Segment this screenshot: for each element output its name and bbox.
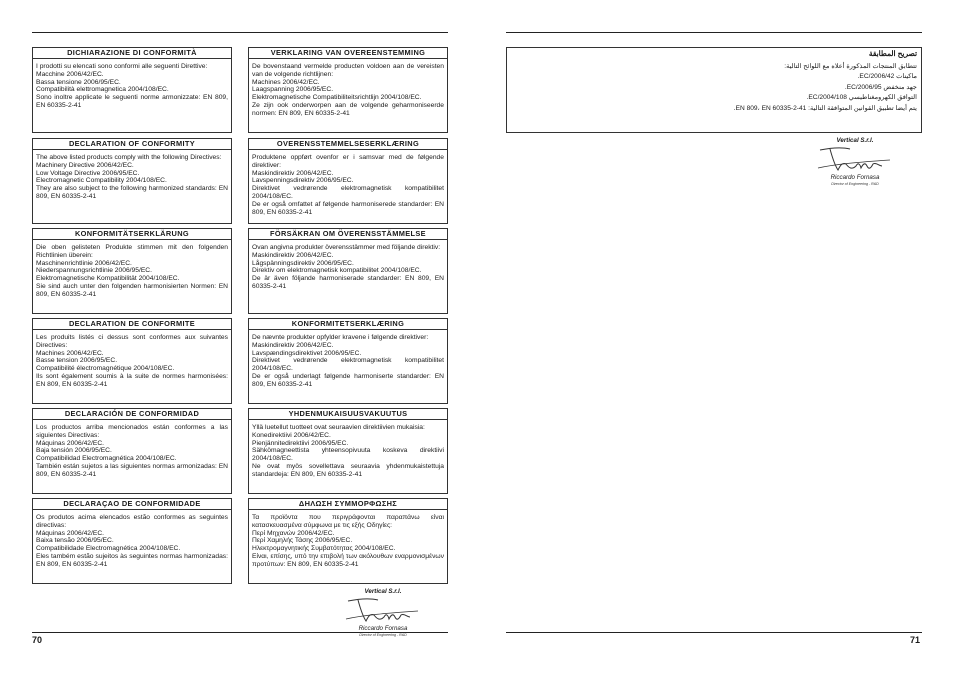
box-body: Ovan angivna produkter överensstämmer med följande direktiv: Maskindirektiv 2006/42/EC. Lågspänningsdirektiv 2006/95/EC. Direktiv om elektromagnetisk kompatibilitet 2004/108/EC. De är även följande harmoniserade standarder: EN 809, EN 60335-2-41 [252,244,444,290]
box-body: Τα προϊόντα που περιγράφονται παραπάνω είναι κατασκευασμένα σύμφωνα με τις εξής Οδηγίες: Περί Μηχανών 2006/42/EC. Περί Χαμηλής Τάσης 2006/95/EC. Ηλεκτρομαγνητικής Συμβατότητας 2004/108/EC. Είναι, επίσης, υπό την επιβολή των ακόλουθων εναρμονισμένων προτύπων: EN 809, EN 60335-2-41 [252,514,444,568]
box-title: DECLARAÇAO DE CONFORMIDADE [33,499,231,510]
box-body: I prodotti su elencati sono conformi alle seguenti Direttive: Macchine 2006/42/EC. Bassa tensione 2006/95/EC. Compatibilità elettromagnetica 2004/108/EC. Sono inoltre applicate le seguenti norme armonizzate: EN 809, EN 60335-2-41 [36,63,228,109]
box-body: تتطابق المنتجات المذكورة أعلاه مع اللوائح التالية: ماكينات 2006/42/EC. جهد منخفض 2006/95/EC. التوافق الكهرومغناطيسي 2004/108/EC. يتم أيضا تطبيق القوانين المتوافقة التالية: EN 809، EN 60335-2-41. [733,63,917,112]
box-title: VERKLARING VAN OVEREENSTEMMING [249,48,447,59]
box-body: Los productos arriba mencionados están conformes a las siguientes Directivas: Máquinas 2006/42/EC. Baja tensión 2006/95/EC. Compatibilidad Electromagnética 2004/108/EC. También están sujetos a las siguientes normas armonizadas: EN 809, EN 60335-2-41 [36,424,228,478]
page-number-right: 71 [910,635,921,645]
signature-role: Director of Engineering - R&D [359,633,407,637]
conformity-box-pt [32,498,232,584]
signature-scribble-icon [816,144,894,176]
box-title: FÖRSÄKRAN OM ÖVERENSSTÄMMELSE [249,229,447,240]
box-body: Les produits listés ci dessus sont conformes aux suivantes Directives: Machines 2006/42/EC. Basse tension 2006/95/EC. Compatibilité électromagnétique 2004/108/EC. Ils sont également soumis à la suite de normes harmonisées: EN 809, EN 60335-2-41 [36,334,228,388]
signature-name: Riccardo Fornasa [358,625,408,632]
signature-scribble-icon [344,595,422,627]
bottom-rule-right [506,632,922,633]
conformity-box-fr [32,318,232,404]
box-title: تصريح المطابقة [868,49,917,58]
signature-company: Vertical S.r.l. [836,137,874,144]
page-number-left: 70 [32,635,43,645]
signature-name: Riccardo Fornasa [830,174,880,181]
signature-role: Director of Engineering - R&D [831,182,879,186]
box-body: Die oben gelisteten Produkte stimmen mit den folgenden Richtlinien überein: Maschinenrichtlinie 2006/42/EC. Niederspannungsrichtlinie 2006/95/EC. Elektromagnetische Kompatibilität 2004/108/EC. Sie sind auch unter den folgenden harmonisierten Normen: EN 809, EN 60335-2-41 [36,244,228,298]
conformity-box-fi [248,408,448,494]
box-title: DECLARATION DE CONFORMITE [33,319,231,330]
conformity-box-it [32,47,232,133]
bottom-rule-left [32,632,448,633]
box-title: KONFORMITÄTSERKLÄRUNG [33,229,231,240]
box-title: YHDENMUKAISUUSVAKUUTUS [249,409,447,420]
top-rule-left [32,32,448,33]
conformity-box-no [248,138,448,224]
box-title: DECLARACIÓN DE CONFORMIDAD [33,409,231,420]
box-body: De bovenstaand vermelde producten voldoen aan de vereisten van de volgende richtlijnen: Machines 2006/42/EC. Laagspanning 2006/95/EC. Elektromagnetische Compatibiliteitsrichtlijn 2004/108/EC. Ze zijn ook onderworpen aan de volgende geharmoniseerde normen: EN 809, EN 60335-2-41 [252,63,444,117]
conformity-box-es [32,408,232,494]
box-title: OVERENSSTEMMELSESERKLÆRING [249,139,447,150]
conformity-box-sv [248,228,448,314]
box-title: DICHIARAZIONE DI CONFORMITÀ [33,48,231,59]
conformity-box-da [248,318,448,404]
conformity-box-el [248,498,448,584]
box-body: Yllä luetellut tuotteet ovat seuraavien direktiivien mukaisia: Konedirektiivi 2006/42/EC. Pienjännitedirektiivi 2006/95/EC. Sähkömagneettista yhteensopivuuta koskeva direktiivi 2004/108/EC. Ne ovat myös sovellettava seuraavia yhdenmukaistettuja standardeja: EN 809, EN 60335-2-41 [252,424,444,478]
box-title: ΔΗΛΩΣΗ ΣΥΜΜΟΡΦΩΣΗΣ [249,499,447,510]
conformity-box-nl [248,47,448,133]
box-body: The above listed products comply with the following Directives: Machinery Directive 2006/42/EC. Low Voltage Directive 2006/95/EC. Electromagnetic Compatibility 2004/108/EC. They are also subject to the following harmonized standards: EN 809, EN 60335-2-41 [36,154,228,200]
top-rule-right [506,32,922,33]
conformity-box-ar [506,47,922,133]
conformity-box-en [32,138,232,224]
box-body: Os produtos acima elencados estão conformes as seguintes directivas: Máquinas 2006/42/EC. Baixa tensão 2006/95/EC. Compatibilidade Electromagnética 2004/108/EC. Eles também estão sujeitos às seguintes normas harmonizadas: EN 809, EN 60335-2-41 [36,514,228,568]
box-body: De nævnte produkter opfylder kravene i følgende direktiver: Maskindirektiv 2006/42/EC. Lavspændingsdirektivet 2006/95/EC. Direktivet vedrørende elektromagnetisk kompatibilitet 2004/108/EC. De er også underlagt følgende harmoniserte standarder: EN 809, EN 60335-2-41 [252,334,444,388]
conformity-box-de [32,228,232,314]
box-body: Produktene oppført ovenfor er i samsvar med de følgende direktiver: Maskindirektiv 2006/42/EC. Lavspenningsdirektiv 2006/95/EC. Direktivet vedrørende elektromagnetisk kompatibilitet 2004/108/EC. De er også omfattet af følgende harmoniserede standarder: EN 809, EN 60335-2-41 [252,154,444,216]
signature-block-right [812,137,898,197]
box-title: KONFORMITETSERKLÆRING [249,319,447,330]
signature-company: Vertical S.r.l. [364,588,402,595]
box-title: DECLARATION OF CONFORMITY [33,139,231,150]
signature-block-left [340,588,426,648]
